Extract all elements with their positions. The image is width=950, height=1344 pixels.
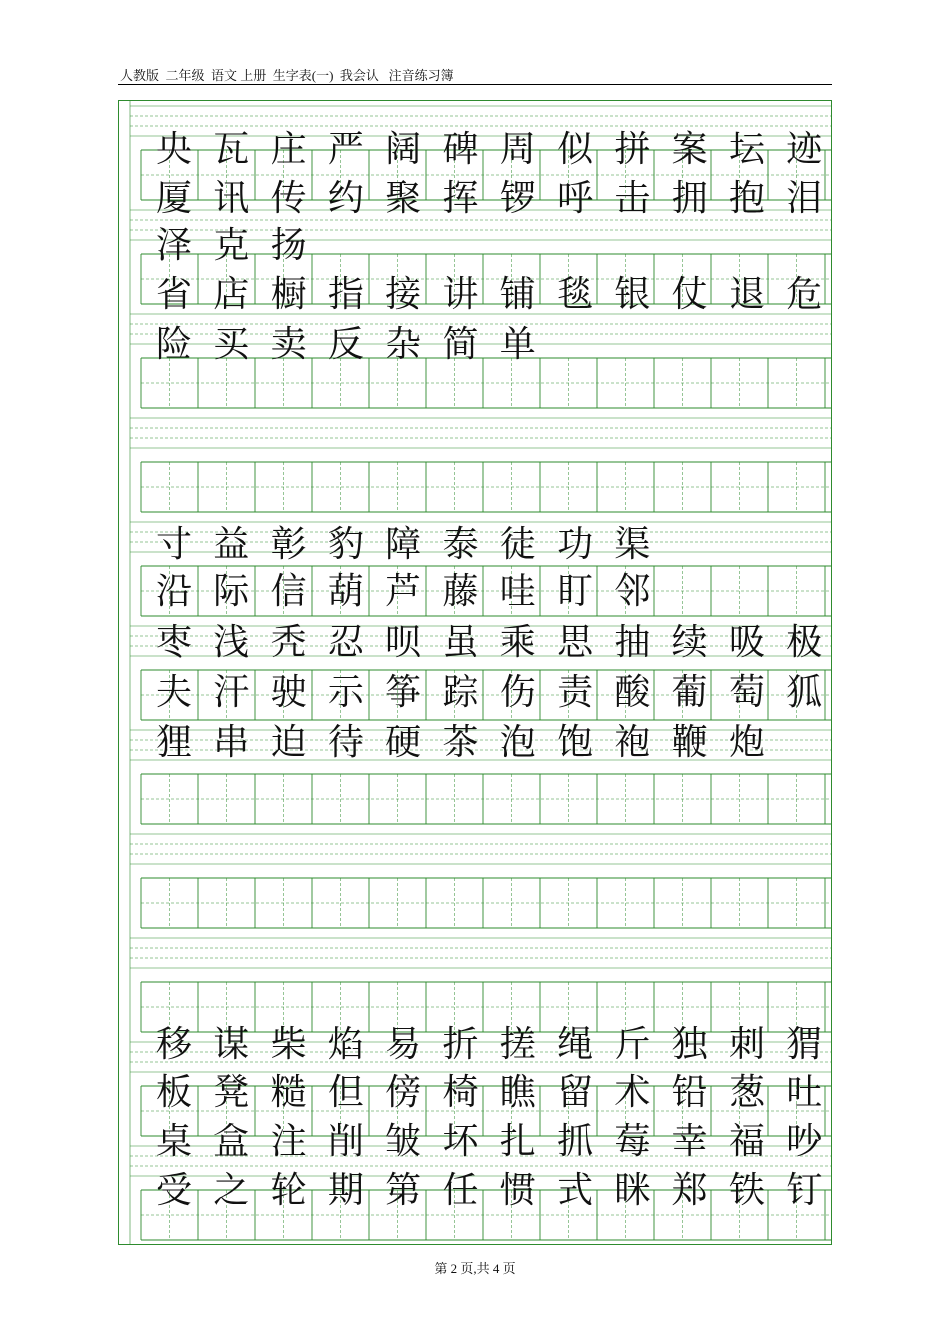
character: 葡 xyxy=(671,672,708,713)
character: 汗 xyxy=(213,672,250,713)
character: 吐 xyxy=(786,1072,823,1113)
character: 但 xyxy=(327,1072,364,1113)
character: 浅 xyxy=(213,622,250,663)
character: 踪 xyxy=(442,672,479,713)
character: 橱 xyxy=(270,274,307,315)
character: 仗 xyxy=(671,274,708,315)
character: 迹 xyxy=(786,129,823,170)
character: 周 xyxy=(499,129,536,170)
character: 泽 xyxy=(155,225,192,266)
character: 危 xyxy=(786,274,823,315)
character: 拼 xyxy=(614,129,651,170)
character: 独 xyxy=(671,1024,708,1065)
character: 讲 xyxy=(442,274,479,315)
character: 瓦 xyxy=(213,129,250,170)
character: 注 xyxy=(270,1121,307,1162)
character: 克 xyxy=(213,225,250,266)
character: 扎 xyxy=(499,1121,536,1162)
character: 聚 xyxy=(385,178,422,219)
character: 术 xyxy=(614,1072,651,1113)
character: 毯 xyxy=(557,274,594,315)
character: 凳 xyxy=(213,1072,250,1113)
character: 约 xyxy=(327,178,364,219)
character: 虽 xyxy=(442,622,479,663)
character: 葱 xyxy=(728,1072,765,1113)
character: 第 xyxy=(385,1170,422,1211)
character: 铁 xyxy=(728,1170,765,1211)
character: 盯 xyxy=(557,571,594,612)
character: 买 xyxy=(213,324,250,365)
character: 式 xyxy=(557,1170,594,1211)
character: 单 xyxy=(499,324,536,365)
character: 酸 xyxy=(614,672,651,713)
header-text: 人教版 二年级 语文 上册 生字表(一) 我会认 注音练习簿 xyxy=(120,68,454,83)
character: 幸 xyxy=(671,1121,708,1162)
character: 邻 xyxy=(614,571,651,612)
character: 茶 xyxy=(442,722,479,763)
character: 渠 xyxy=(614,524,651,565)
character: 迫 xyxy=(270,722,307,763)
character: 狸 xyxy=(155,722,192,763)
character: 退 xyxy=(728,274,765,315)
character: 彰 xyxy=(270,524,307,565)
character: 徒 xyxy=(499,524,536,565)
character: 案 xyxy=(671,129,708,170)
character: 杂 xyxy=(385,324,422,365)
character: 硬 xyxy=(385,722,422,763)
character: 吵 xyxy=(786,1121,823,1162)
character: 严 xyxy=(327,129,364,170)
character: 豹 xyxy=(327,524,364,565)
character: 抱 xyxy=(728,178,765,219)
character: 信 xyxy=(270,571,307,612)
character: 傍 xyxy=(385,1072,422,1113)
character: 寸 xyxy=(155,524,192,565)
character: 桌 xyxy=(155,1121,192,1162)
character: 葫 xyxy=(327,571,364,612)
character: 莓 xyxy=(614,1121,651,1162)
character: 猬 xyxy=(786,1024,823,1065)
character: 芦 xyxy=(385,571,422,612)
character: 银 xyxy=(614,274,651,315)
character: 待 xyxy=(327,722,364,763)
character: 碑 xyxy=(442,129,479,170)
character: 功 xyxy=(557,524,594,565)
character: 示 xyxy=(327,672,364,713)
character: 讯 xyxy=(213,178,250,219)
character: 抽 xyxy=(614,622,651,663)
character: 吸 xyxy=(728,622,765,663)
character: 斤 xyxy=(614,1024,651,1065)
character: 坏 xyxy=(442,1121,479,1162)
character: 际 xyxy=(213,571,250,612)
character: 哇 xyxy=(499,571,536,612)
character: 泡 xyxy=(499,722,536,763)
character: 泰 xyxy=(442,524,479,565)
character: 续 xyxy=(671,622,708,663)
character: 险 xyxy=(155,324,192,365)
character: 炮 xyxy=(728,722,765,763)
character: 拥 xyxy=(671,178,708,219)
character: 挥 xyxy=(442,178,479,219)
character: 削 xyxy=(327,1121,364,1162)
character: 皱 xyxy=(385,1121,422,1162)
character: 阔 xyxy=(385,129,422,170)
character: 任 xyxy=(442,1170,479,1211)
character: 郑 xyxy=(671,1170,708,1211)
character: 简 xyxy=(442,324,479,365)
character: 椅 xyxy=(442,1072,479,1113)
character: 省 xyxy=(155,274,192,315)
character: 谋 xyxy=(213,1024,250,1065)
character: 易 xyxy=(385,1024,422,1065)
character: 夫 xyxy=(155,672,192,713)
character: 绳 xyxy=(557,1024,594,1065)
character: 传 xyxy=(270,178,307,219)
character: 反 xyxy=(327,324,364,365)
character: 呗 xyxy=(385,622,422,663)
character: 呼 xyxy=(557,178,594,219)
character: 铺 xyxy=(499,274,536,315)
character: 串 xyxy=(213,722,250,763)
character: 萄 xyxy=(728,672,765,713)
character: 焰 xyxy=(327,1024,364,1065)
character: 扬 xyxy=(270,225,307,266)
character: 沿 xyxy=(155,571,192,612)
character: 板 xyxy=(155,1072,192,1113)
character: 极 xyxy=(786,622,823,663)
character: 刺 xyxy=(728,1024,765,1065)
character: 铅 xyxy=(671,1072,708,1113)
character: 钉 xyxy=(786,1170,823,1211)
character: 糙 xyxy=(270,1072,307,1113)
character: 轮 xyxy=(270,1170,307,1211)
character: 卖 xyxy=(270,324,307,365)
character: 饱 xyxy=(557,722,594,763)
character: 柴 xyxy=(270,1024,307,1065)
character-list xyxy=(118,100,832,1245)
character: 庄 xyxy=(270,129,307,170)
character: 藤 xyxy=(442,571,479,612)
character: 秃 xyxy=(270,622,307,663)
character: 似 xyxy=(557,129,594,170)
character: 盒 xyxy=(213,1121,250,1162)
character: 搓 xyxy=(499,1024,536,1065)
page-header xyxy=(118,62,832,85)
character: 筝 xyxy=(385,672,422,713)
character: 思 xyxy=(557,622,594,663)
character: 乘 xyxy=(499,622,536,663)
character: 抓 xyxy=(557,1121,594,1162)
character: 击 xyxy=(614,178,651,219)
character: 指 xyxy=(327,274,364,315)
character: 厦 xyxy=(155,178,192,219)
character: 店 xyxy=(213,274,250,315)
character: 伤 xyxy=(499,672,536,713)
character: 障 xyxy=(385,524,422,565)
character: 受 xyxy=(155,1170,192,1211)
character: 责 xyxy=(557,672,594,713)
character: 眯 xyxy=(614,1170,651,1211)
character: 移 xyxy=(155,1024,192,1065)
character: 益 xyxy=(213,524,250,565)
character: 锣 xyxy=(499,178,536,219)
character: 驶 xyxy=(270,672,307,713)
character: 泪 xyxy=(786,178,823,219)
character: 瞧 xyxy=(499,1072,536,1113)
character: 坛 xyxy=(728,129,765,170)
character: 枣 xyxy=(155,622,192,663)
character: 忍 xyxy=(327,622,364,663)
page-number: 第 2 页,共 4 页 xyxy=(434,1261,516,1276)
character: 接 xyxy=(385,274,422,315)
character: 狐 xyxy=(786,672,823,713)
character: 袍 xyxy=(614,722,651,763)
character: 期 xyxy=(327,1170,364,1211)
character: 鞭 xyxy=(671,722,708,763)
character: 福 xyxy=(728,1121,765,1162)
character: 折 xyxy=(442,1024,479,1065)
character: 之 xyxy=(213,1170,250,1211)
character: 惯 xyxy=(499,1170,536,1211)
character: 央 xyxy=(155,129,192,170)
character: 留 xyxy=(557,1072,594,1113)
